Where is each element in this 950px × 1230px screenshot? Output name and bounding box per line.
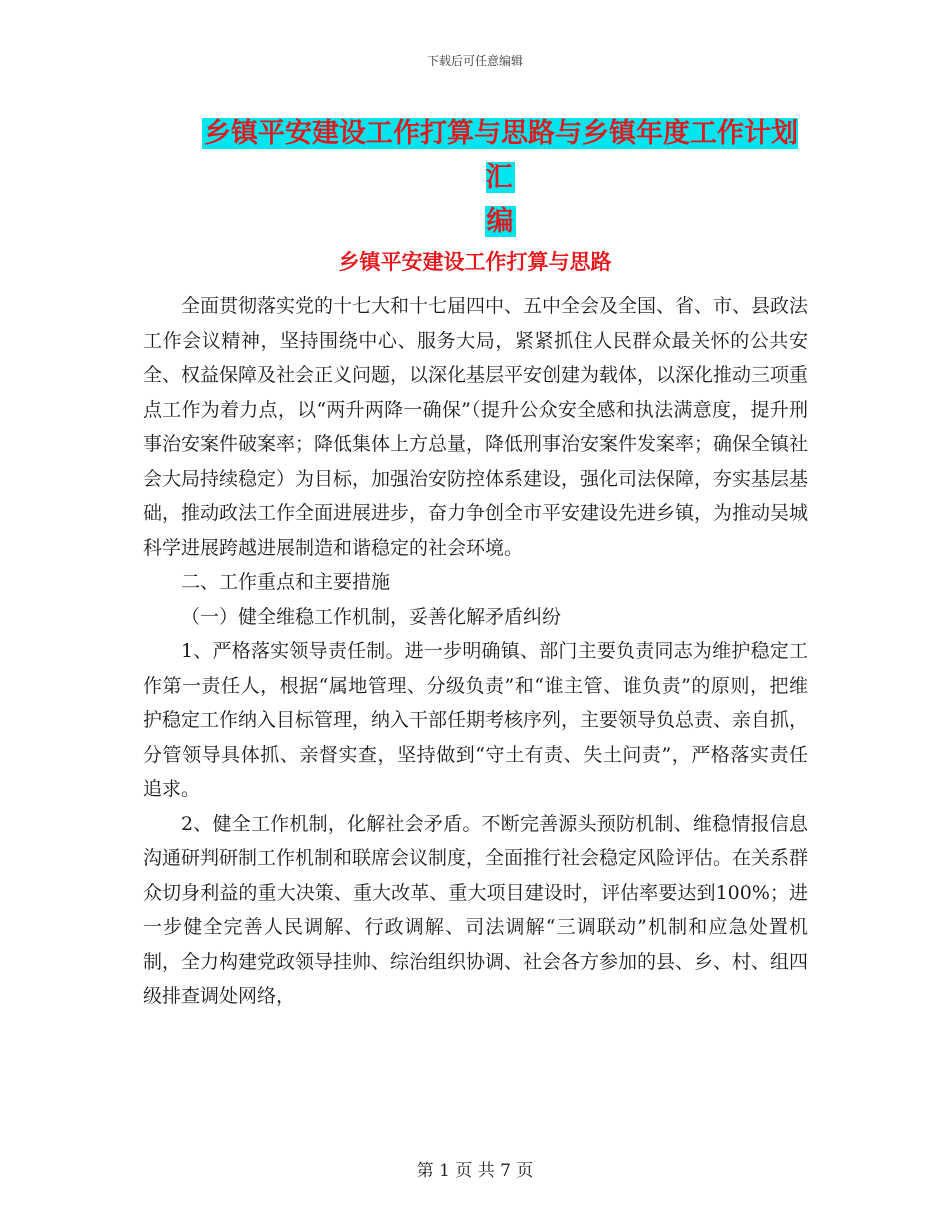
- document-body: [143, 289, 808, 1014]
- page-number: 第 1 页 共 7 页: [416, 1161, 534, 1181]
- paragraph-heading-2: 二、工作重点和主要措施: [181, 571, 391, 593]
- page-header-note: 下载后可任意编辑: [426, 54, 523, 68]
- section-title: 乡镇平安建设工作打算与思路: [338, 250, 612, 274]
- paragraph-item-2: 2、健全工作机制，化解社会矛盾。不断完善源头预防机制、维稳情报信息沟通研判研制工作机制和联席会议制度，全面推行社会稳定风险评估。在关系群众切身利益的重大决策、重大改革、重大项目建设时，评估率要达到100%；进一步健全完善人民调解、行政调解、司法调解“三调联动”机制和应急处置机制，全力构建党政领导挂帅、综治组织协调、社会各方参加的县、乡、村、组四级排查调处网络，: [143, 812, 809, 1007]
- document-title-line1: 乡镇平安建设工作打算与思路与乡镇年度工作计划汇: [204, 118, 798, 193]
- paragraph-item-1: 1、严格落实领导责任制。进一步明确镇、部门主要负责同志为维护稳定工作第一责任人，根据“属地管理、分级负责”和“谁主管、谁负责”的原则，把维护稳定工作纳入目标管理，纳入干部任期考核序列，主要领导负总责、亲自抓，分管领导具体抓、亲督实查，坚持做到“守土有责、失土问责”，严格落实责任追求。: [143, 640, 809, 800]
- document-title-line2: 编: [486, 206, 514, 237]
- paragraph-subheading-1: （一）健全维稳工作机制，妥善化解矛盾纠纷: [181, 605, 562, 628]
- document-title: [190, 112, 810, 244]
- paragraph-intro: 全面贯彻落实党的十七大和十七届四中、五中全会及全国、省、市、县政法工作会议精神，坚持围绕中心、服务大局，紧紧抓住人民群众最关怀的公共安全、权益保障及社会正义问题，以深化基层平安创建为载体，以深化推动三项重点工作为着力点，以“两升两降一确保”（提升公众安全感和执法满意度，提升刑事治安案件破案率；降低集体上方总量，降低刑事治安案件发案率；确保全镇社会大局持续稳定）为目标，加强治安防控体系建设，强化司法保障，夯实基层基础，推动政法工作全面进展进步，奋力争创全市平安建设先进乡镇，为推动吴城科学进展跨越进展制造和谐稳定的社会环境。: [143, 295, 809, 559]
